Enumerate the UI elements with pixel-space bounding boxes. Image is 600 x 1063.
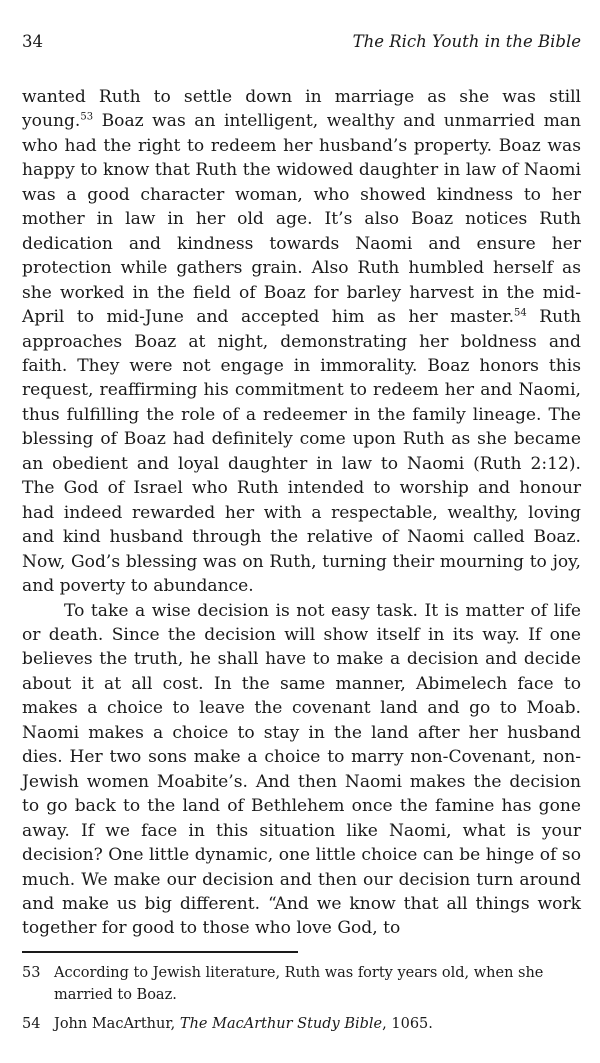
footnote-text: According to Jewish literature, Ruth was forty years old, when she married to Boaz. xyxy=(54,965,544,1003)
footnote-ref-53[interactable]: 53 xyxy=(80,111,94,123)
running-title: The Rich Youth in the Bible xyxy=(352,32,581,51)
footnote-number: 54 xyxy=(22,1016,41,1032)
footnote-ref-54[interactable]: 54 xyxy=(514,307,527,319)
footnote-author: John MacArthur, xyxy=(54,1016,180,1032)
paragraph-2: To take a wise decision is not easy task. It is matter of life or death. Since the decision will show itself in its way. If one believes the truth, he shall have to make a decision and decide about it at all cost. In the same manner, Abimelech face to makes a choice to leave the covenant land and go to Moab. Naomi makes a choice to stay in the land after her husband dies. Her two sons make a choice to marry non-Covenant, non-Jewish women Moabite’s. And then Naomi makes the decision to go back to the land of Bethlehem once the famine has gone away. If we face in this situation like Naomi, what is your decision? One little dynamic, one little choice can be hinge of so much. We make our decision and then our decision turn around and make us big different. “And we know that all things work together for good to those who love God, to xyxy=(22,600,581,939)
body-text xyxy=(22,85,581,941)
paragraph-1-text-c: Ruth approaches Boaz at night, demonstrating her boldness and faith. They were not engage in immorality. Boaz honors this request, reaffirming his commitment to redeem her and Naomi, thus fulfilling the role of a redeemer in the family lineage. The blessing of Boaz had definitely come upon Ruth as she became an obedient and loyal daughter in law to Naomi (Ruth 2:12). The God of Israel who Ruth intended to worship and honour had indeed rewarded her with a respectable, wealthy, loving and kind husband through the relative of Naomi called Boaz. Now, God’s blessing was on Ruth, turning their mourning to joy, and poverty to abundance. xyxy=(22,307,581,597)
page-header xyxy=(22,30,581,54)
paragraph-1-text-b: Boaz was an intelligent, wealthy and unmarried man who had the right to redeem her husband’s property. Boaz was happy to know that Ruth the widowed daughter in law of Naomi was a good character woman, who showed kindness to her mother in law in her old age. It’s also Boaz notices Ruth dedication and kindness towards Naomi and ensure her protection while gathers grain. Also Ruth humbled herself as she worked in the field of Boaz for barley harvest in the mid-April to mid-June and accepted him as her master. xyxy=(22,111,581,328)
paragraph-1-text-a: wanted Ruth to settle down in marriage as she was still young. xyxy=(22,87,581,132)
footnote-divider xyxy=(22,951,298,953)
footnote-53 xyxy=(22,962,581,1006)
footnotes xyxy=(22,962,581,1035)
footnote-book-title: The MacArthur Study Bible xyxy=(179,1016,383,1032)
footnote-54 xyxy=(22,1013,581,1035)
footnote-number: 53 xyxy=(22,965,41,981)
footnote-page: , 1065. xyxy=(382,1016,433,1032)
paragraph-1 xyxy=(22,85,581,599)
page-number: 34 xyxy=(22,32,43,51)
